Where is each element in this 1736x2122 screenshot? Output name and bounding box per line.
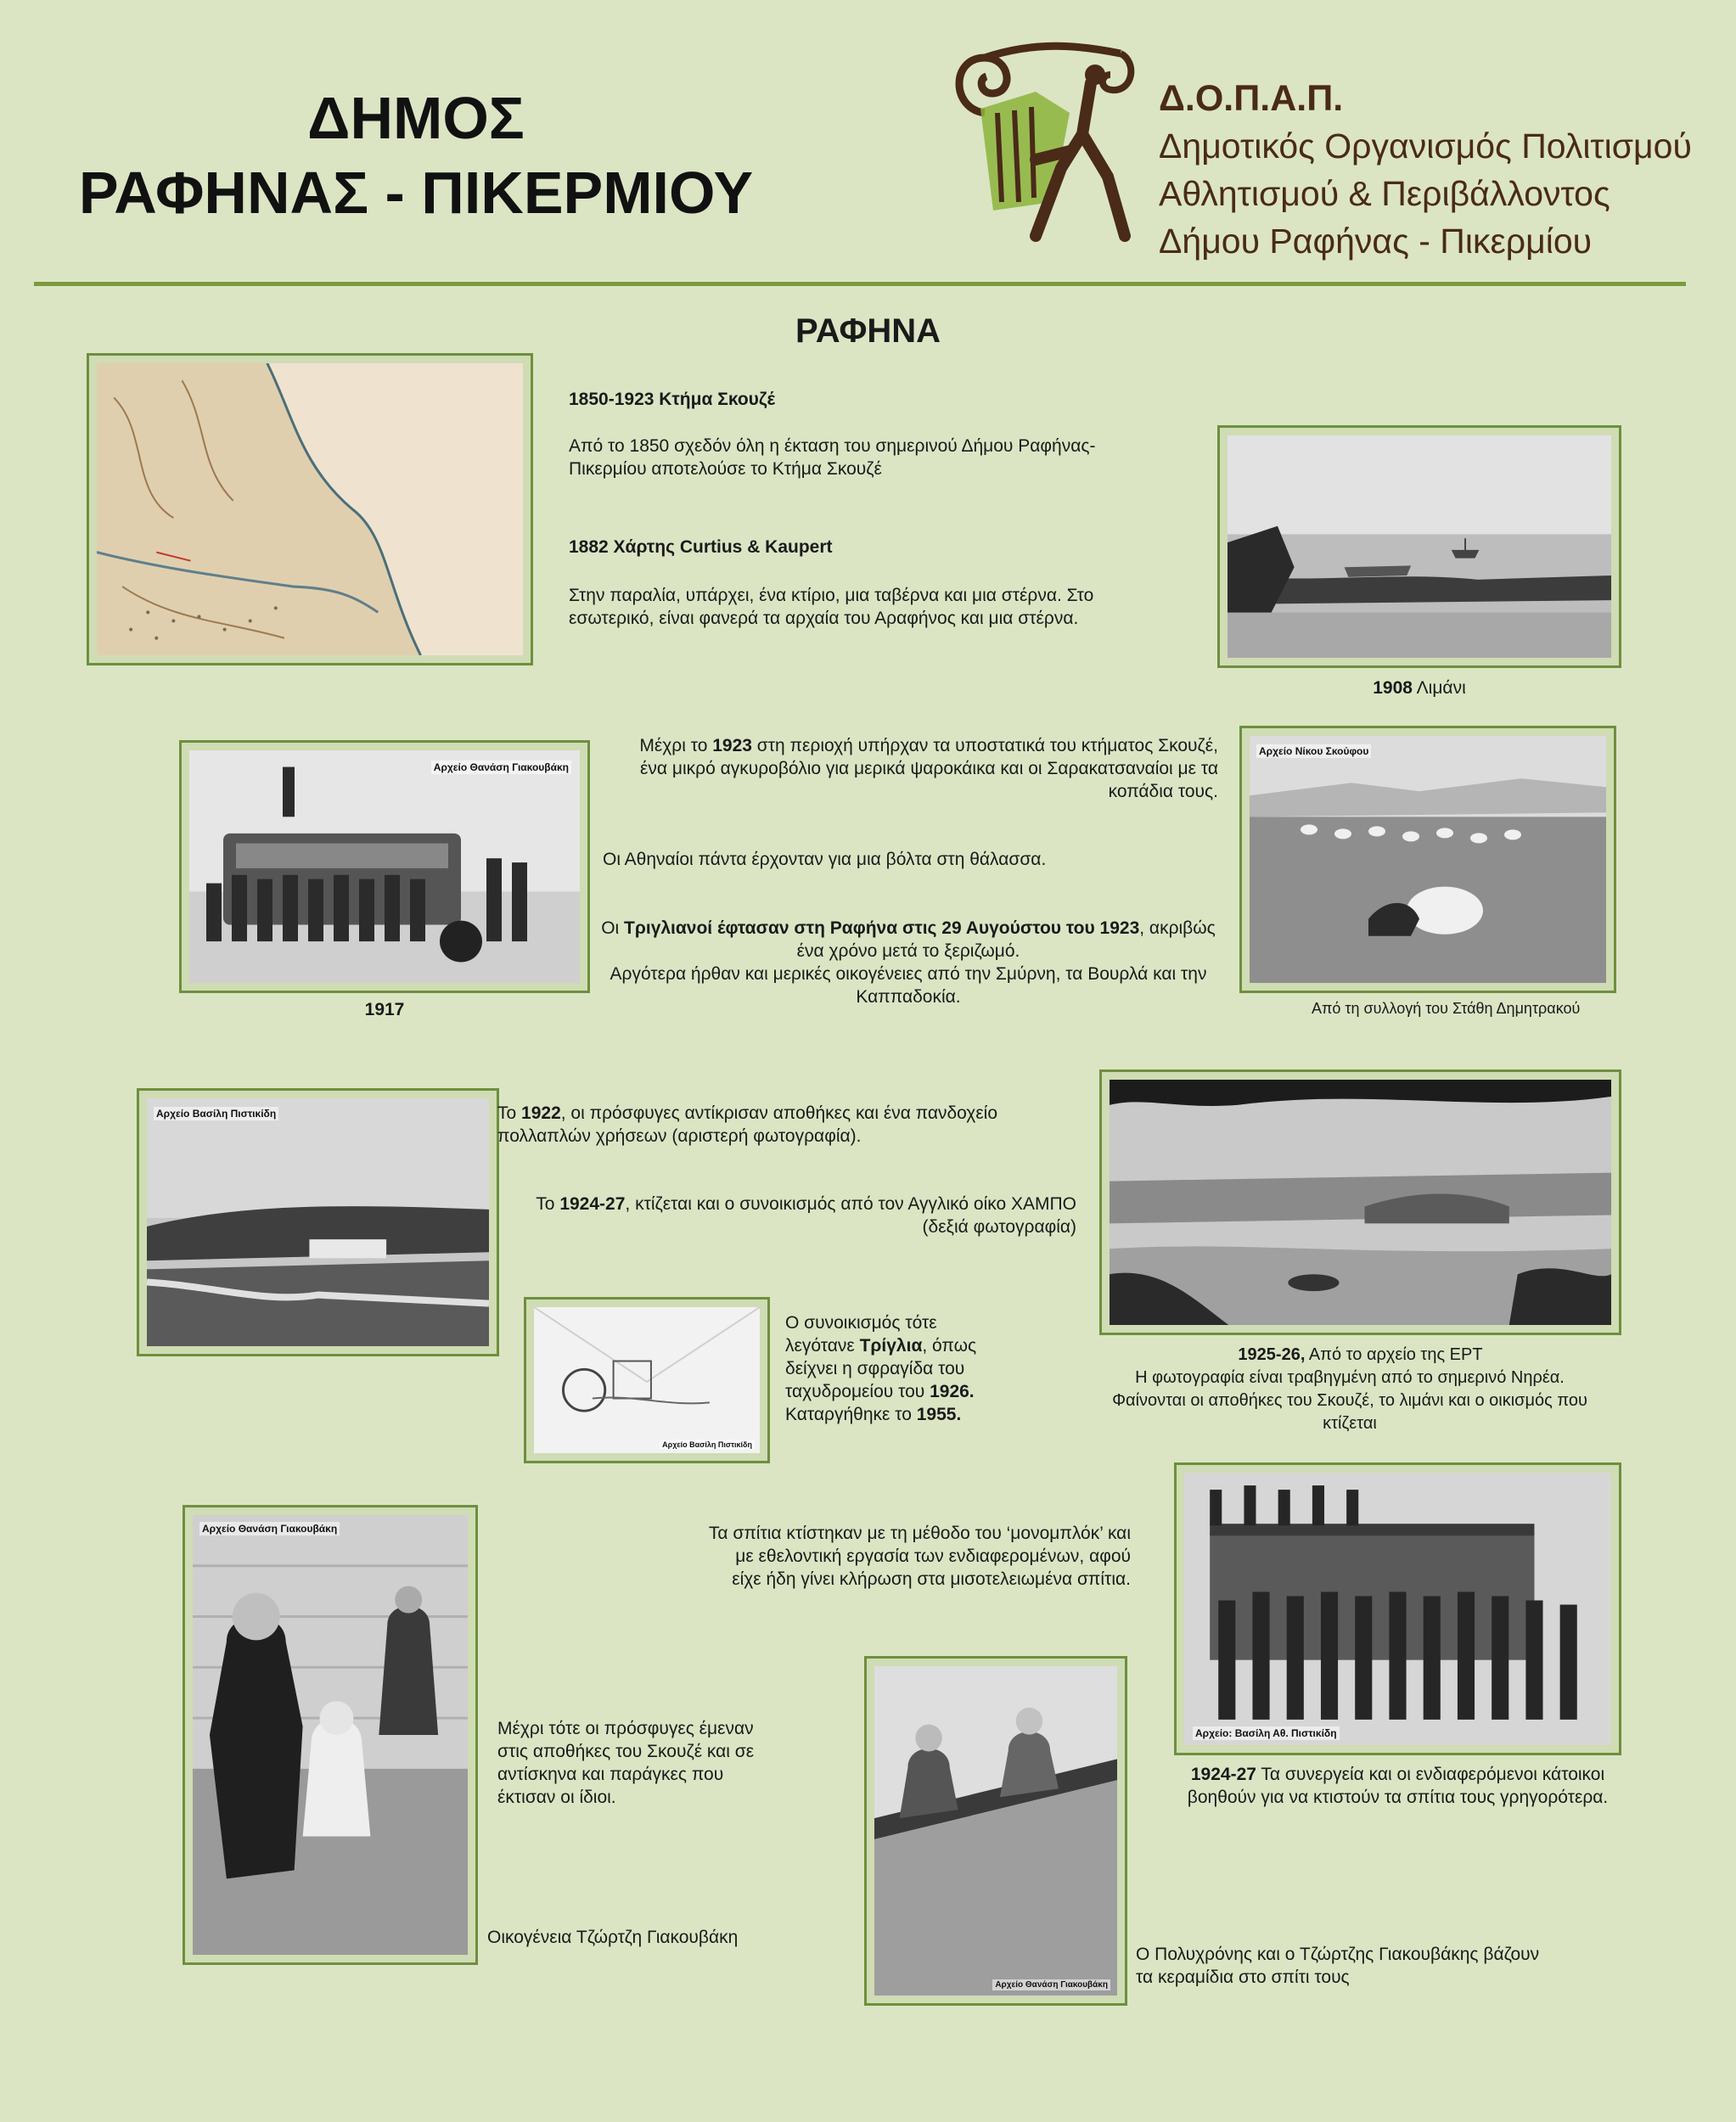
envelope-text: Ο συνοικισμός τότε λεγότανε Τρίγλια, όπως δείχνει η σφραγίδα του ταχυδρομείου του 1926. Καταργήθηκε το 1955. <box>785 1313 977 1424</box>
hampo-settlement-text: Το 1924-27, κτίζεται και ο συνοικισμός από τον Αγγλικό οίκο ΧΑΜΠΟ (δεξιά φωτογραφία) <box>536 1194 1076 1237</box>
bus-1917-caption: 1917 <box>364 1000 405 1019</box>
sheep-caption: Από τη συλλογή του Στάθη Δημητρακού <box>1312 1000 1581 1017</box>
estate-text: Από το 1850 σχεδόν όλη η έκταση του σημερινού Δήμου Ραφήνας-Πικερμίου αποτελούσε το Κτήμα Σκουζέ <box>569 436 1096 479</box>
logo-line-2: Αθλητισμού & Περιβάλλοντος <box>1159 174 1610 213</box>
monoblock-houses-text: Τα σπίτια κτίστηκαν με τη μέθοδο του ‘μονομπλόκ’ και με εθελοντική εργασία των ενδιαφερομένων, αφού είχε ήδη γίνει κλήρωση στα μισοτελειωμένα σπίτια. <box>708 1524 1131 1589</box>
estate-heading: 1850-1923 Κτήμα Σκουζέ <box>569 390 776 409</box>
roof-caption: Ο Πολυχρόνης και ο Τζώρτζης Γιακουβάκης βάζουν τα κεραμίδια στο σπίτι τους <box>1136 1945 1540 1987</box>
title-line-1: ΔΗΜΟΣ <box>307 85 525 151</box>
until-1923-text: Μέχρι το 1923 στη περιοχή υπήρχαν τα υποστατικά του κτήματος Σκουζέ, ένα μικρό αγκυροβόλιο για μερικά ψαροκάικα και οι Σαρακατσαναίοι με τα κοπάδια τους. <box>639 736 1218 801</box>
map-text: Στην παραλία, υπάρχει, ένα κτίριο, μια ταβέρνα και μια στέρνα. Στο εσωτερικό, είναι φανερά τα αρχαία του Αραφήνος και μια στέρνα. <box>569 586 1094 628</box>
dopap-logo <box>934 32 1138 261</box>
logo-line-3: Δήμου Ραφήνας - Πικερμίου <box>1159 222 1593 261</box>
section-title: ΡΑΦΗΝΑ <box>795 312 941 350</box>
workers-archive-label: Αρχείο: Βασίλη Αθ. Πιστικίδη <box>1193 1726 1340 1740</box>
workers-1924-photo <box>1174 1462 1621 1755</box>
bus-archive-label: Αρχείο Θανάση Γιακουβάκη <box>431 761 571 774</box>
logo-acronym: Δ.Ο.Π.Α.Π. <box>1159 78 1344 119</box>
map-1882-photo <box>87 353 533 665</box>
sheep-archive-label: Αρχείο Νίκου Σκούφου <box>1256 744 1371 758</box>
map-heading: 1882 Χάρτης Curtius & Kaupert <box>569 537 833 557</box>
port-1908-photo <box>1217 425 1621 668</box>
shacks-text: Μέχρι τότε οι πρόσφυγες έμεναν στις αποθήκες του Σκουζέ και σε αντίσκηνα και παράγκες που έκτισαν οι ίδιοι. <box>497 1719 755 1807</box>
family-photo <box>183 1505 478 1965</box>
warehouse-archive-label: Αρχείο Βασίλη Πιστικίδη <box>154 1107 278 1120</box>
envelope-1926-photo <box>524 1297 770 1463</box>
port-1908-caption: 1908 Λιμάνι <box>1373 678 1466 698</box>
dopap-logo-text <box>1159 75 1719 265</box>
refugees-1922-text: Το 1922, οι πρόσφυγες αντίκρισαν αποθήκες και ένα πανδοχείο πολλαπλών χρήσεων (αριστερή φωτογραφία). <box>497 1103 998 1146</box>
roof-tiles-photo <box>864 1656 1127 2006</box>
title-line-2: ΡΑΦΗΝΑΣ - ΠΙΚΕΡΜΙΟΥ <box>78 160 754 226</box>
logo-line-1: Δημοτικός Οργανισμός Πολιτισμού <box>1159 126 1692 166</box>
municipality-title <box>51 81 781 230</box>
envelope-archive-label: Αρχείο Βασίλη Πιστικίδη <box>660 1440 755 1450</box>
sheep-photo <box>1239 726 1616 993</box>
ert-1925-photo <box>1099 1069 1621 1335</box>
workers-caption: 1924-27 Τα συνεργεία και οι ενδιαφερόμενοι κάτοικοι βοηθούν για να κτιστούν τα σπίτια τους γρηγορότερα. <box>1187 1765 1609 1807</box>
triglia-arrival-text: Οι Τριγλιανοί έφτασαν στη Ραφήνα στις 29 Αυγούστου του 1923, ακριβώς ένα χρόνο μετά το ξεριζωμό. Αργότερα ήρθαν και μερικές οικογένειες από την Σμύρνη, τα Βουρλά και την Καππαδοκία. <box>601 918 1216 1007</box>
roof-archive-label: Αρχείο Θανάση Γιακουβάκη <box>992 1979 1110 1990</box>
ert-caption: 1925-26, Από το αρχείο της ΕΡΤ Η φωτογραφία είναι τραβηγμένη από το σημερινό Νηρέα. Φαίνονται οι αποθήκες του Σκουζέ, το λιμάνι και ο οικισμός που κτίζεται <box>1112 1345 1587 1433</box>
header-divider <box>34 282 1686 286</box>
bus-1917-photo <box>179 740 590 993</box>
athenians-text: Οι Αθηναίοι πάντα έρχονταν για μια βόλτα στη θάλασσα. <box>603 850 1047 869</box>
family-caption: Οικογένεια Τζώρτζη Γιακουβάκη <box>487 1928 739 1947</box>
family-archive-label: Αρχείο Θανάση Γιακουβάκη <box>199 1522 340 1535</box>
warehouse-1922-photo <box>137 1088 499 1356</box>
